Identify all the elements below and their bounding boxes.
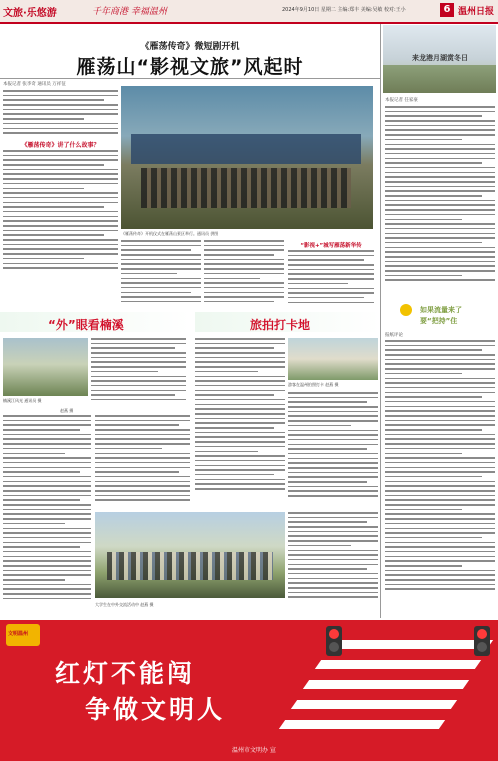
story-body-text <box>95 415 190 510</box>
page-header <box>0 0 498 24</box>
lightbulb-icon <box>400 304 412 316</box>
story-body-text <box>3 150 118 275</box>
section-tag: 文旅·乐悠游 <box>3 8 57 19</box>
column-byline: 本报记者 任家豪 <box>385 98 418 103</box>
ad-line-2: 争做文明人 <box>85 695 226 724</box>
group-photo <box>95 512 285 598</box>
essay-body-text <box>385 340 495 615</box>
story-body-text <box>121 240 201 308</box>
traffic-light-icon <box>326 626 342 656</box>
header-slogan: 千年商港 幸福温州 <box>92 7 167 17</box>
opening-ceremony-photo <box>121 86 373 229</box>
story-body-text <box>288 392 378 510</box>
public-service-ad <box>0 620 498 761</box>
story-body-text <box>288 512 378 612</box>
story-body-text <box>91 338 186 408</box>
nanxi-river-photo <box>3 338 88 396</box>
story-byline: 本报记者 张李奇 通讯员 万祥征 <box>3 82 66 87</box>
story-kicker: 《雁荡传奇》微短剧开机 <box>140 42 240 52</box>
ad-footer: 温州市文明办 宣 <box>232 747 276 754</box>
photo-caption: 《雁荡传奇》开机仪式在雁荡山景区举行。通讯员 供图 <box>121 231 219 236</box>
essay-byline: 报纸评论 <box>385 333 403 338</box>
story-body-text <box>3 415 91 615</box>
essay-title-line-1: 如果流量来了 <box>420 306 462 314</box>
ad-badge: 文明温州 <box>8 631 29 637</box>
photo-caption: 大学生在中外交流活动中 赵燕 摄 <box>95 602 154 607</box>
page-number: 6 <box>440 3 454 17</box>
essay-title-line-2: 要“把持”住 <box>420 317 458 325</box>
story-body-text <box>288 250 374 308</box>
photo-caption: 游客在温州拍照打卡 赵燕 摄 <box>288 382 339 387</box>
paper-name: 温州日报 <box>458 7 495 17</box>
traffic-light-icon <box>474 626 490 656</box>
left-banner-title: “外”眼看楠溪 <box>48 318 124 332</box>
side-subhead: “影视+”城写雁荡新华传 <box>300 243 362 249</box>
story-body-text <box>195 338 285 510</box>
column-body-text <box>385 106 495 296</box>
photo-caption: 楠溪江风光 通讯员 摄 <box>3 398 42 403</box>
tourist-photo <box>288 338 378 380</box>
story-subhead: 《雁荡传奇》讲了什么故事？ <box>21 142 100 149</box>
story-headline: 雁荡山“影视文旅”风起时 <box>76 56 304 78</box>
story-body-text <box>204 240 284 308</box>
story-body-text <box>3 90 118 137</box>
column-divider <box>380 24 381 618</box>
dateline: 2024年9月10日 星期二 主编:郑丰 美编:吴敏 校对:王小 <box>282 7 406 13</box>
divider <box>0 78 380 79</box>
photo-credit: 赵燕 摄 <box>60 408 74 413</box>
right-banner-title: 旅拍打卡地 <box>250 318 311 332</box>
photo-title: 来龙港月湖赏冬日 <box>412 54 468 62</box>
ad-line-1: 红灯不能闯 <box>55 659 196 688</box>
